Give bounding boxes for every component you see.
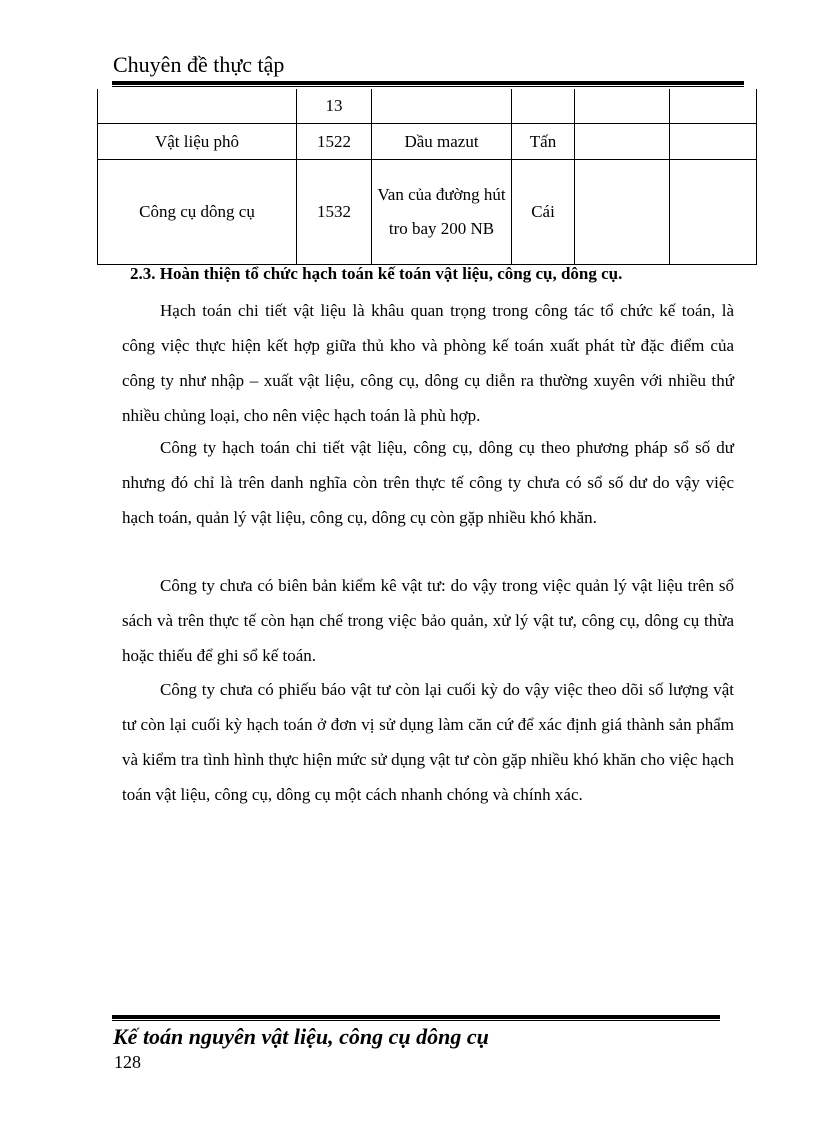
paragraph-4: Công ty chưa có phiếu báo vật tư còn lại cuối kỳ do vậy việc theo dõi số lượng vật tư còn lại cuối kỳ hạch toán ở đơn vị sử dụng làm căn cứ để xác định giá thành sản phẩm và kiểm tra tình hình thực hiện mức sử dụng vật tư còn gặp nhiều khó khăn cho việc hạch toán vật liệu, công cụ, dông cụ một cách nhanh chóng và chính xác. xyxy=(122,680,734,804)
table-cell: 13 xyxy=(297,89,372,124)
header-rule xyxy=(112,81,744,87)
table-row xyxy=(98,124,757,160)
table-cell: Dầu mazut xyxy=(372,124,512,160)
table-cell: Tấn xyxy=(512,124,575,160)
table-cell xyxy=(670,124,757,160)
page-number: 128 xyxy=(114,1052,141,1072)
table-cell: Van của đường hút tro bay 200 NB xyxy=(372,160,512,265)
table-row xyxy=(98,89,757,124)
footer-rule xyxy=(112,1015,720,1021)
table-cell: Công cụ dông cụ xyxy=(98,160,297,265)
footer-title: Kế toán nguyên vật liệu, công cụ dông cụ xyxy=(113,1024,489,1049)
table-cell xyxy=(372,89,512,124)
table-cell xyxy=(512,89,575,124)
page-header-title: Chuyên đề thực tập xyxy=(113,52,285,77)
table-cell xyxy=(575,124,670,160)
table-cell: Vật liệu phô xyxy=(98,124,297,160)
paragraph-2: Công ty hạch toán chi tiết vật liệu, công cụ, dông cụ theo phương pháp sổ số dư nhưng đó chỉ là trên danh nghĩa còn trên thực tế công ty chưa có sổ số dư do vậy việc hạch toán, quản lý vật liệu, công cụ, dông cụ còn gặp nhiều khó khăn. xyxy=(122,438,734,527)
table-cell xyxy=(670,160,757,265)
table-cell: 1532 xyxy=(297,160,372,265)
section-heading: 2.3. Hoàn thiện tổ chức hạch toán kế toán vật liệu, công cụ, dông cụ. xyxy=(130,264,623,283)
table-cell: Cái xyxy=(512,160,575,265)
table-cell xyxy=(670,89,757,124)
materials-table xyxy=(97,89,757,265)
table-cell xyxy=(98,89,297,124)
table-cell xyxy=(575,89,670,124)
paragraph-3: Công ty chưa có biên bản kiểm kê vật tư: do vậy trong việc quản lý vật liệu trên sổ sách và trên thực tế còn hạn chế trong việc bảo quản, xử lý vật tư, công cụ, dông cụ thừa hoặc thiếu để ghi sổ kế toán. xyxy=(122,576,734,665)
paragraph-1: Hạch toán chi tiết vật liệu là khâu quan trọng trong công tác tổ chức kế toán, là công việc thực hiện kết hợp giữa thủ kho và phòng kế toán xuất phát từ đặc điểm của công ty như nhập – xuất vật liệu, công cụ, dông cụ diễn ra thường xuyên với nhiều thứ nhiều chủng loại, cho nên việc hạch toán là phù hợp. xyxy=(122,301,734,425)
table-cell: 1522 xyxy=(297,124,372,160)
table-cell xyxy=(575,160,670,265)
table-row xyxy=(98,160,757,265)
